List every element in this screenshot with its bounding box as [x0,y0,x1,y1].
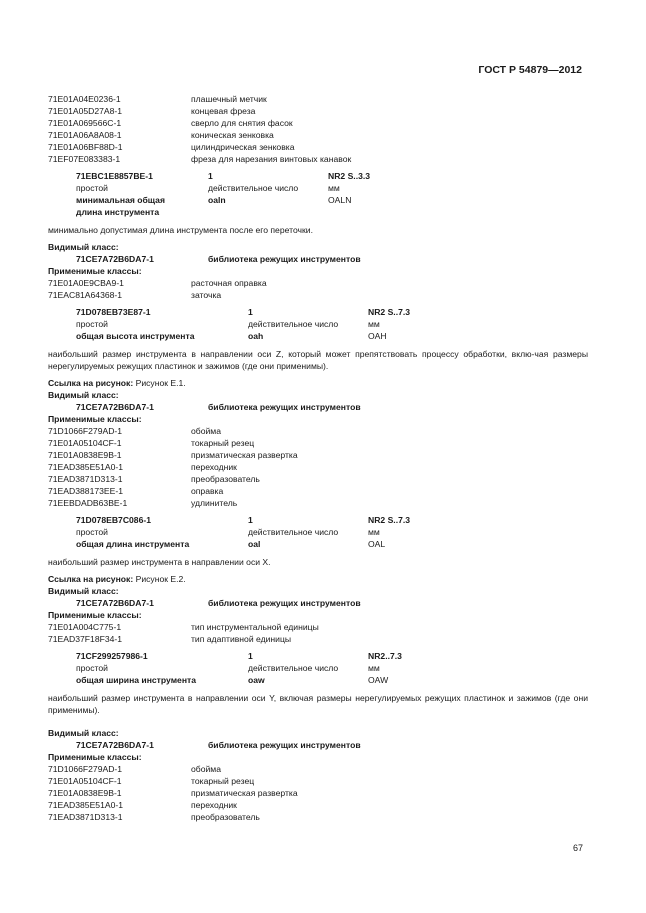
property-type: действительное число [208,183,299,193]
class-code: 71E01A06A8A08-1 [48,130,122,140]
class-section [48,573,588,645]
property-id: 71D078EB7C086-1 [76,515,152,525]
class-name: переходник [191,800,237,810]
class-name: оправка [191,486,224,496]
property-type: действительное число [248,663,339,673]
property-kind: простой [76,527,108,537]
class-code: 71E01A05D27A8-1 [48,106,123,116]
class-name: плашечный метчик [191,94,267,104]
list-item [48,811,588,823]
property-type: действительное число [248,319,339,329]
standard-header: ГОСТ Р 54879—2012 [478,64,582,76]
class-name: призматическая развертка [191,450,298,460]
property-unit: мм [368,319,380,329]
figure-reference-value: Рисунок Е.1. [133,378,186,388]
property-format: NR2 S..7.3 [368,307,411,317]
property-block-oal [76,514,588,550]
class-code: 71EEBDADB63BE-1 [48,498,128,508]
visible-class-code: 71CE7A72B6DA7-1 [76,598,154,608]
property-block-oaln [76,170,588,218]
class-code: 71D1066F279AD-1 [48,764,123,774]
list-item [48,105,588,117]
class-section [48,727,588,823]
class-section [48,241,588,301]
figure-reference [48,573,588,585]
property-abbr: OAW [368,675,389,685]
visible-class-code: 71CE7A72B6DA7-1 [76,402,154,412]
class-code: 71E01A0E9CBA9-1 [48,278,124,288]
list-item [48,425,588,437]
property-code: oaw [248,675,265,685]
class-code: 71E01A05104CF-1 [48,438,122,448]
property-name: общая ширина инструмента [76,675,197,685]
class-name: тип адаптивной единицы [191,634,292,644]
list-item [48,153,588,165]
list-item [48,141,588,153]
figure-reference [48,377,588,389]
list-item [48,437,588,449]
class-code: 71E01A069566C-1 [48,118,122,128]
class-name: обойма [191,426,221,436]
class-code: 71EAD385E51A0-1 [48,462,124,472]
list-item [48,497,588,509]
class-code: 71EAC81A64368-1 [48,290,123,300]
visible-class-code: 71CE7A72B6DA7-1 [76,254,154,264]
list-item [48,117,588,129]
property-description: минимально допустимая длина инструмента после его переточки. [48,225,313,235]
list-item [48,775,588,787]
class-name: преобразователь [191,812,260,822]
class-code: 71EAD37F18F34-1 [48,634,123,644]
property-code: oal [248,539,261,549]
list-item [48,799,588,811]
property-format: NR2 S..3.3 [328,171,371,181]
property-version: 1 [208,171,213,181]
property-code: oaln [208,195,226,205]
visible-class-name: библиотека режущих инструментов [208,740,361,750]
class-name: токарный резец [191,438,255,448]
figure-reference-value: Рисунок Е.2. [133,574,186,584]
property-description: наибольший размер инструмента в направлении оси X. [48,557,271,567]
applicable-classes-label: Применимые классы: [48,266,142,276]
class-name: удлинитель [191,498,238,508]
class-name: преобразователь [191,474,260,484]
class-code: 71E01A06BF88D-1 [48,142,123,152]
property-unit: мм [368,663,380,673]
property-id: 71EBC1E8857BE-1 [76,171,153,181]
class-name: цилиндрическая зенковка [191,142,295,152]
property-version: 1 [248,307,253,317]
property-name-cont: длина инструмента [76,207,160,217]
property-name: минимальная общая [76,195,165,205]
list-item [48,449,588,461]
list-item [48,277,588,289]
property-code: oah [248,331,264,341]
class-name: обойма [191,764,221,774]
property-id: 71D078EB73E87-1 [76,307,151,317]
property-kind: простой [76,319,108,329]
list-item [48,633,588,645]
list-item [48,473,588,485]
list-item [48,621,588,633]
property-unit: мм [328,183,340,193]
class-code: 71E01A05104CF-1 [48,776,122,786]
page-content [48,93,588,823]
figure-reference-label: Ссылка на рисунок: [48,378,134,388]
page-number: 67 [572,843,583,853]
property-abbr: OAL [368,539,386,549]
class-code: 71E01A0838E9B-1 [48,450,122,460]
list-item [48,485,588,497]
visible-class-label: Видимый класс: [48,728,119,738]
list-item [48,93,588,105]
list-item [48,129,588,141]
class-code: 71D1066F279AD-1 [48,426,123,436]
class-code: 71E01A04E0236-1 [48,94,121,104]
applicable-classes-label: Применимые классы: [48,414,142,424]
list-item [48,787,588,799]
visible-class-label: Видимый класс: [48,390,119,400]
visible-class-name: библиотека режущих инструментов [208,402,361,412]
property-description: наибольший размер инструмента в направлении оси Z, который может препятствовать процессу обработки, вклю-чая размеры нерегулируемых режущих пластинок и зажимов (где они применимы). [48,349,588,371]
property-format: NR2 S..7.3 [368,515,411,525]
class-name: коническая зенковка [191,130,274,140]
property-unit: мм [368,527,380,537]
property-block-oah [76,306,588,342]
list-item [48,289,588,301]
property-abbr: OAH [368,331,387,341]
property-name: общая длина инструмента [76,539,190,549]
class-name: фреза для нарезания винтовых канавок [191,154,352,164]
applicable-classes-label: Применимые классы: [48,610,142,620]
property-kind: простой [76,183,108,193]
property-description: наибольший размер инструмента в направлении оси Y, включая размеры нерегулируемых режущих пластинок и зажимов (где они применимы). [48,693,588,715]
property-type: действительное число [248,527,339,537]
class-name: сверло для снятия фасок [191,118,293,128]
visible-class-name: библиотека режущих инструментов [208,254,361,264]
property-abbr: OALN [328,195,352,205]
visible-class-code: 71CE7A72B6DA7-1 [76,740,154,750]
property-format: NR2..7.3 [368,651,402,661]
class-code: 71EF07E083383-1 [48,154,121,164]
property-version: 1 [248,651,253,661]
visible-class-label: Видимый класс: [48,586,119,596]
top-class-list [48,93,588,165]
property-name: общая высота инструмента [76,331,195,341]
list-item [48,461,588,473]
property-id: 71CF299257986-1 [76,651,148,661]
class-name: переходник [191,462,237,472]
figure-reference-label: Ссылка на рисунок: [48,574,134,584]
class-code: 71EAD3871D313-1 [48,474,123,484]
property-kind: простой [76,663,108,673]
class-code: 71EAD388173EE-1 [48,486,124,496]
class-code: 71EAD385E51A0-1 [48,800,124,810]
class-code: 71E01A004C775-1 [48,622,122,632]
property-version: 1 [248,515,253,525]
class-name: расточная оправка [191,278,267,288]
class-name: тип инструментальной единицы [191,622,319,632]
visible-class-name: библиотека режущих инструментов [208,598,361,608]
class-code: 71E01A0838E9B-1 [48,788,122,798]
class-section [48,377,588,509]
class-name: призматическая развертка [191,788,298,798]
class-code: 71EAD3871D313-1 [48,812,123,822]
applicable-classes-label: Применимые классы: [48,752,142,762]
visible-class-label: Видимый класс: [48,242,119,252]
class-name: концевая фреза [191,106,256,116]
class-name: токарный резец [191,776,255,786]
property-block-oaw [76,650,588,686]
list-item [48,763,588,775]
class-name: заточка [191,290,222,300]
